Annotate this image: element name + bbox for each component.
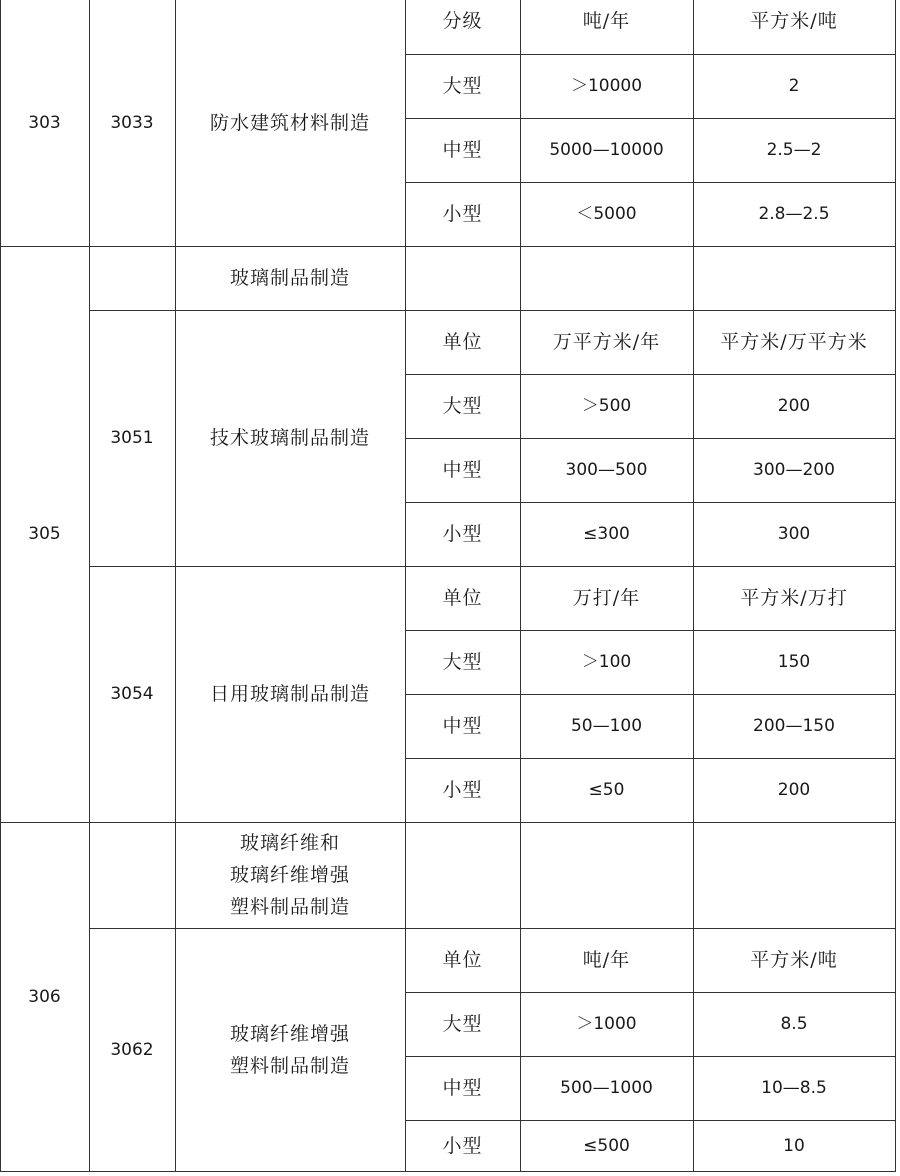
grid-line xyxy=(0,246,896,247)
area-indicator-cell: 300 xyxy=(777,524,811,544)
capacity-cell: ＜5000 xyxy=(576,204,637,224)
header-cell: 单位 xyxy=(442,587,483,609)
header-cell: 分级 xyxy=(442,10,483,32)
size-class-cell: 大型 xyxy=(442,1013,483,1035)
capacity-cell: ＞1000 xyxy=(576,1014,637,1034)
area-indicator-cell: 2.8—2.5 xyxy=(758,204,830,224)
size-class-cell: 小型 xyxy=(442,1134,483,1157)
area-indicator-cell: 300—200 xyxy=(753,460,835,480)
area-indicator-cell: 2.5—2 xyxy=(766,140,822,160)
major-code-cell: 303 xyxy=(28,113,61,133)
capacity-cell: ≤50 xyxy=(588,780,625,800)
size-class-cell: 小型 xyxy=(442,779,483,801)
header-cell: 吨/年 xyxy=(582,949,631,971)
size-class-cell: 中型 xyxy=(442,459,483,481)
category-code-cell: 3051 xyxy=(110,428,154,448)
category-name-cell: 技术玻璃制品制造 xyxy=(209,427,370,449)
area-indicator-cell: 10 xyxy=(783,1135,805,1156)
capacity-cell: 50—100 xyxy=(570,716,643,736)
category-name-cell: 日用玻璃制品制造 xyxy=(209,683,370,705)
major-code-cell: 305 xyxy=(28,524,61,544)
grid-line xyxy=(0,1171,896,1172)
capacity-cell: ≤500 xyxy=(583,1135,630,1156)
capacity-cell: ＞500 xyxy=(581,396,632,416)
capacity-cell: 500—1000 xyxy=(560,1078,653,1098)
header-cell: 平方米/万打 xyxy=(740,587,848,609)
area-indicator-cell: 8.5 xyxy=(780,1014,808,1034)
capacity-cell: 300—500 xyxy=(565,460,648,480)
area-indicator-cell: 150 xyxy=(777,652,811,672)
size-class-cell: 中型 xyxy=(442,1077,483,1099)
grid-line xyxy=(0,822,896,823)
header-cell: 万平方米/年 xyxy=(552,331,661,353)
group-title-cell: 玻璃制品制造 xyxy=(229,267,350,289)
header-cell: 平方米/吨 xyxy=(750,10,838,32)
size-class-cell: 小型 xyxy=(442,203,483,225)
header-cell: 平方米/万平方米 xyxy=(720,331,868,353)
size-class-cell: 中型 xyxy=(442,139,483,161)
header-cell: 平方米/吨 xyxy=(750,949,838,971)
size-class-cell: 小型 xyxy=(442,523,483,545)
capacity-cell: ≤300 xyxy=(583,524,630,544)
area-indicator-cell: 2 xyxy=(788,76,800,96)
header-cell: 单位 xyxy=(442,949,483,971)
capacity-cell: ＞100 xyxy=(581,652,632,672)
header-cell: 吨/年 xyxy=(582,10,631,32)
area-indicator-cell: 200 xyxy=(777,396,811,416)
size-class-cell: 大型 xyxy=(442,651,483,673)
grid-line xyxy=(895,0,896,1172)
category-code-cell: 3062 xyxy=(110,1039,154,1060)
header-cell: 万打/年 xyxy=(572,587,641,609)
area-indicator-cell: 10—8.5 xyxy=(761,1078,827,1098)
category-name-cell: 防水建筑材料制造 xyxy=(209,112,370,134)
category-name-cell: 玻璃纤维增强 塑料制品制造 xyxy=(229,1022,350,1077)
area-indicator-cell: 200 xyxy=(777,780,811,800)
category-code-cell: 3054 xyxy=(110,684,154,704)
area-indicator-cell: 200—150 xyxy=(753,716,835,736)
major-code-cell: 306 xyxy=(28,986,61,1007)
group-title-cell: 玻璃纤维和 玻璃纤维增强 塑料制品制造 xyxy=(229,832,350,918)
capacity-cell: 5000—10000 xyxy=(549,140,664,160)
capacity-cell: ＞10000 xyxy=(570,76,643,96)
header-cell: 单位 xyxy=(442,331,483,353)
category-code-cell: 3033 xyxy=(110,113,154,133)
size-class-cell: 大型 xyxy=(442,75,483,97)
size-class-cell: 中型 xyxy=(442,715,483,737)
size-class-cell: 大型 xyxy=(442,395,483,417)
